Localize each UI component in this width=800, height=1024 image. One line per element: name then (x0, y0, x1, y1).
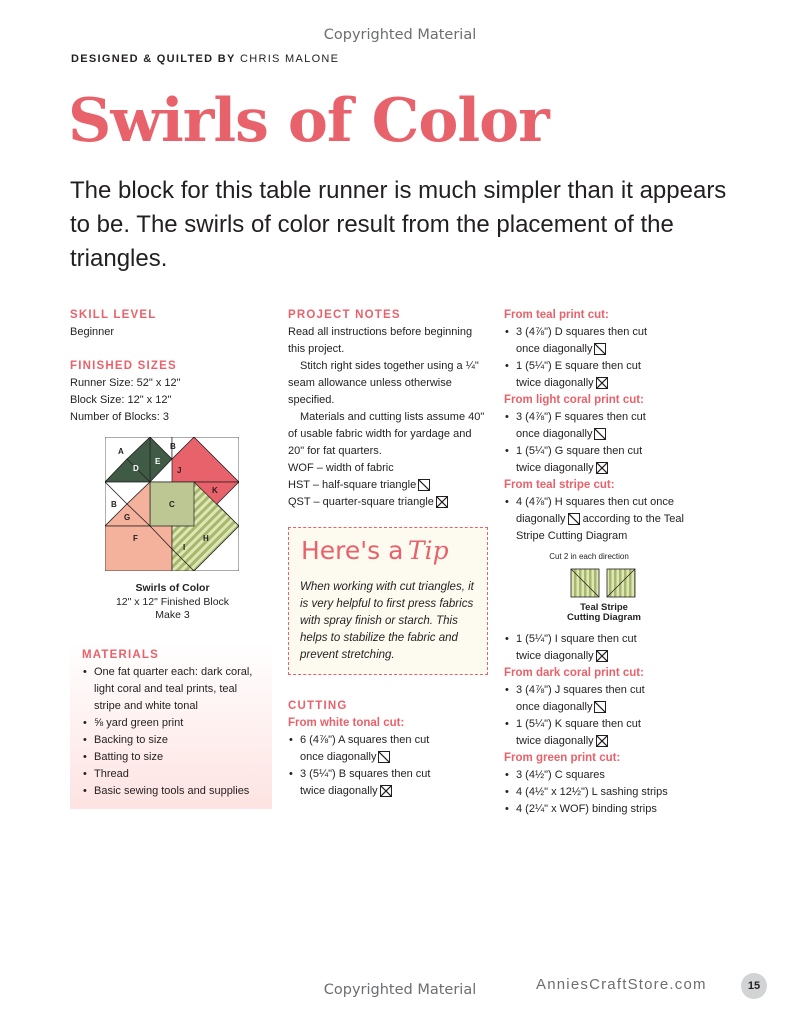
list-item: • Thread (82, 766, 264, 783)
qst-icon (596, 377, 608, 389)
project-notes (288, 307, 488, 511)
list-item: • 4 (2¼" x WOF) binding strips (504, 801, 734, 818)
left-column (70, 307, 270, 426)
project-notes-heading: PROJECT NOTES (288, 309, 401, 321)
block-caption-size: 12" x 12" Finished Block (115, 595, 230, 608)
light-coral-list (504, 409, 734, 477)
hst-icon (568, 513, 580, 525)
list-item: • 3 (4½") C squares (504, 767, 734, 784)
byline (71, 53, 339, 65)
block-diagram (105, 437, 239, 571)
page-number: 15 (741, 973, 767, 999)
notes-qst: QST – quarter-square triangle (288, 496, 434, 508)
qst-icon (596, 735, 608, 747)
materials-heading: MATERIALS (82, 649, 160, 661)
teal-sub: From teal print cut: (504, 309, 609, 321)
qst-icon (596, 650, 608, 662)
block-label-c: C (169, 500, 175, 509)
skill-level-heading: SKILL LEVEL (70, 309, 157, 321)
block-label-h: H (203, 534, 209, 543)
list-item: • 4 (4½" x 12½") L sashing strips (504, 784, 734, 801)
block-label-i: I (183, 543, 186, 552)
teal-stripe-sub: From teal stripe cut: (504, 479, 615, 491)
list-item: • 3 (5¼") B squares then cut twice diagonally (288, 766, 438, 800)
list-item: • 1 (5¼") G square then cut twice diagonally (504, 443, 734, 477)
notes-p3: Materials and cutting lists assume 40" of usable fabric width for yardage and 20" for fat quarters. (288, 411, 485, 457)
list-item: • 4 (4⅞") H squares then cut once diagonally according to the Teal Stripe Cutting Diagram (504, 494, 734, 545)
block-label-g: G (124, 513, 131, 522)
hst-icon (418, 479, 430, 491)
teal-stripe-i-list (504, 631, 734, 665)
runner-size: Runner Size: 52" x 12" (70, 377, 181, 389)
list-item: • 3 (4⅞") J squares then cut once diagonally (504, 682, 734, 716)
notes-p2: Stitch right sides together using a ¼" seam allowance unless otherwise specified. (288, 360, 479, 406)
right-column (504, 307, 734, 818)
qst-icon (380, 785, 392, 797)
list-item: • 6 (4⅞") A squares then cut once diagonally (288, 732, 438, 766)
teal-stripe-note: Cut 2 in each direction (549, 552, 629, 561)
teal-stripe-diagram (504, 565, 674, 599)
list-item: • ⅝ yard green print (82, 715, 264, 732)
tip-text: When working with cut triangles, it is very helpful to first press fabrics with spray finish or starch. This helps to stabilize the fabric and prevent stretching. (300, 581, 474, 661)
page-title: Swirls of Color (68, 86, 549, 156)
block-size: Block Size: 12" x 12" (70, 394, 172, 406)
white-sub: From white tonal cut: (288, 717, 405, 729)
number-of-blocks: Number of Blocks: 3 (70, 411, 170, 423)
list-item: • Batting to size (82, 749, 264, 766)
notes-p1: Read all instructions before beginning this project. (288, 326, 473, 355)
cutting-white (288, 698, 488, 800)
byline-name: CHRIS MALONE (239, 53, 340, 65)
list-item: • 3 (4⅞") D squares then cut once diagonally (504, 324, 734, 358)
teal-stripe-list (504, 494, 734, 545)
copyright-watermark-top: Copyrighted Material (323, 27, 477, 43)
dark-coral-list (504, 682, 734, 750)
notes-qst-line (288, 494, 488, 511)
list-item: • 1 (5¼") I square then cut twice diagonally (504, 631, 734, 665)
list-item: • Basic sewing tools and supplies (82, 783, 264, 800)
hst-icon (594, 343, 606, 355)
block-caption-make: Make 3 (155, 609, 190, 621)
block-label-a: A (118, 447, 124, 456)
byline-prefix: DESIGNED & QUILTED BY (71, 53, 236, 65)
green-list (504, 767, 734, 818)
tip-heading-b: Tip (407, 536, 449, 565)
block-label-b-left: B (111, 500, 117, 509)
tip-box (288, 527, 488, 675)
qst-icon (596, 462, 608, 474)
teal-stripe-diagram-title: Teal Stripe Cutting Diagram (567, 602, 641, 623)
hst-icon (378, 751, 390, 763)
notes-hst: HST – half-square triangle (288, 479, 417, 491)
tip-heading-a: Here's a (301, 536, 404, 565)
teal-list (504, 324, 734, 392)
light-coral-sub: From light coral print cut: (504, 394, 644, 406)
list-item: • Backing to size (82, 732, 264, 749)
green-sub: From green print cut: (504, 752, 621, 764)
cutting-heading: CUTTING (288, 700, 348, 712)
list-item: • 1 (5¼") K square then cut twice diagonally (504, 716, 734, 750)
block-label-d: D (133, 464, 139, 473)
white-list (288, 732, 438, 800)
notes-wof: WOF – width of fabric (288, 462, 394, 474)
notes-hst-line (288, 477, 488, 494)
dark-coral-sub: From dark coral print cut: (504, 667, 644, 679)
finished-sizes-heading: FINISHED SIZES (70, 360, 177, 372)
tip-heading (301, 536, 449, 565)
hst-icon (594, 428, 606, 440)
list-item: • 3 (4⅞") F squares then cut once diagonally (504, 409, 734, 443)
hst-icon (594, 701, 606, 713)
block-label-j: J (177, 466, 182, 475)
copyright-watermark-bottom: Copyrighted Material (323, 982, 477, 998)
qst-icon (436, 496, 448, 508)
block-label-e: E (155, 457, 161, 466)
materials-list (82, 664, 264, 800)
block-label-k: K (212, 486, 218, 495)
block-caption-title: Swirls of Color (135, 582, 210, 594)
intro-paragraph: The block for this table runner is much simpler than it appears to be. The swirls of color result from the placement of the triangles. (70, 177, 727, 272)
list-item: • 1 (5¼") E square then cut twice diagonally (504, 358, 734, 392)
block-label-b-top: B (170, 442, 176, 451)
skill-level-value: Beginner (70, 326, 115, 338)
block-caption (90, 582, 255, 623)
list-item: • One fat quarter each: dark coral, light coral and teal prints, teal stripe and white tonal (82, 664, 264, 715)
footer-website: AnniesCraftStore.com (536, 976, 707, 993)
block-label-f: F (133, 534, 138, 543)
materials-section (82, 647, 264, 800)
